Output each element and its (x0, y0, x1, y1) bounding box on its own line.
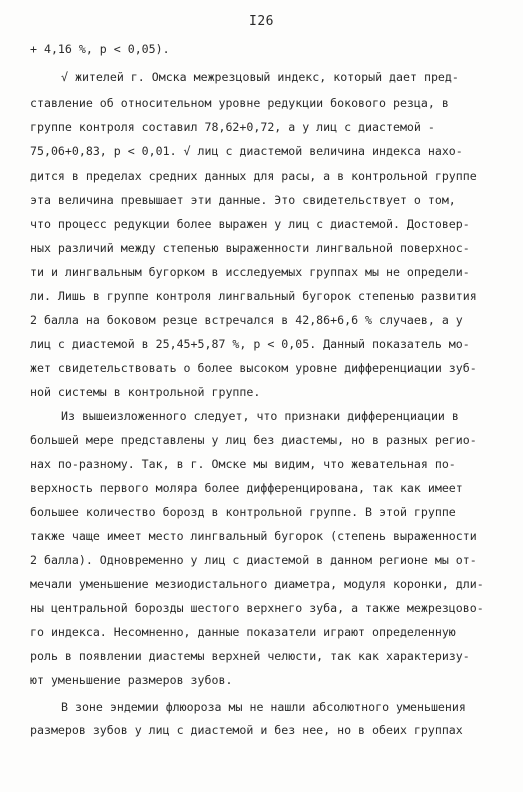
text-line: лиц с диастемой в 25,45+5,87 %, p < 0,05. Данный показатель мо- (30, 337, 470, 351)
text-line: также чаще имеет место лингвальный бугорок (степень выраженности (30, 529, 477, 543)
text-line: В зоне эндемии флюороза мы не нашли абсолютного уменьшения (61, 700, 466, 714)
text-line: 75,06+0,83, p < 0,01. √ лиц с диастемой величина индекса нахо- (30, 144, 463, 158)
text-line: 2 балла). Одновременно у лиц с диастемой в данном регионе мы от- (30, 553, 477, 567)
text-line: 2 балла на боковом резце встречался в 42,86+6,6 % случаев, а у (30, 313, 463, 327)
text-line: что процесс редукции более выражен у лиц с диастемой. Достовер- (30, 217, 470, 231)
text-line: большее количество борозд в контрольной группе. В этой группе (30, 505, 456, 519)
text-line: жет свидетельствовать о более высоком уровне дифференциации зуб- (30, 361, 477, 375)
text-line: большей мере представлены у лиц без диастемы, но в разных регио- (30, 433, 477, 447)
text-line: нах по-разному. Так, в г. Омске мы видим, что жевательная по- (30, 457, 456, 471)
text-line: √ жителей г. Омска межрезцовый индекс, который дает пред- (61, 70, 459, 84)
text-line: дится в пределах средних данных для расы, а в контрольной группе (30, 169, 477, 183)
text-line: группе контроля составил 78,62+0,72, а у лиц с диастемой - (30, 120, 435, 134)
text-line: го индекса. Несомненно, данные показатели играют определенную (30, 625, 456, 639)
text-line: размеров зубов у лиц с диастемой и без нее, но в обеих группах (30, 723, 463, 737)
text-line: ют уменьшение размеров зубов. (30, 673, 233, 687)
text-line: мечали уменьшение мезиодистального диаметра, модуля коронки, дли- (30, 577, 484, 591)
page-number: I26 (249, 14, 274, 29)
text-line: верхность первого моляра более дифференцирована, так как имеет (30, 481, 463, 495)
text-line: ной системы в контрольной группе. (30, 385, 261, 399)
text-line: роль в появлении диастемы верхней челюсти, так как характеризу- (30, 649, 470, 663)
text-line: ных различий между степенью выраженности лингвальной поверхнос- (30, 241, 470, 255)
text-line: ны центральной борозды шестого верхнего зуба, а также межрезцово- (30, 601, 484, 615)
text-line: + 4,16 %, p < 0,05). (30, 42, 170, 56)
text-line: ли. Лишь в группе контроля лингвальный бугорок степенью развития (30, 289, 477, 303)
text-line: ставление об относительном уровне редукции бокового резца, в (30, 96, 449, 110)
text-line: Из вышеизложенного следует, что признаки дифференциации в (61, 409, 459, 423)
text-line: ти и лингвальным бугорком в исследуемых группах мы не определи- (30, 265, 470, 279)
text-line: эта величина превышает эти данные. Это свидетельствует о том, (30, 193, 456, 207)
